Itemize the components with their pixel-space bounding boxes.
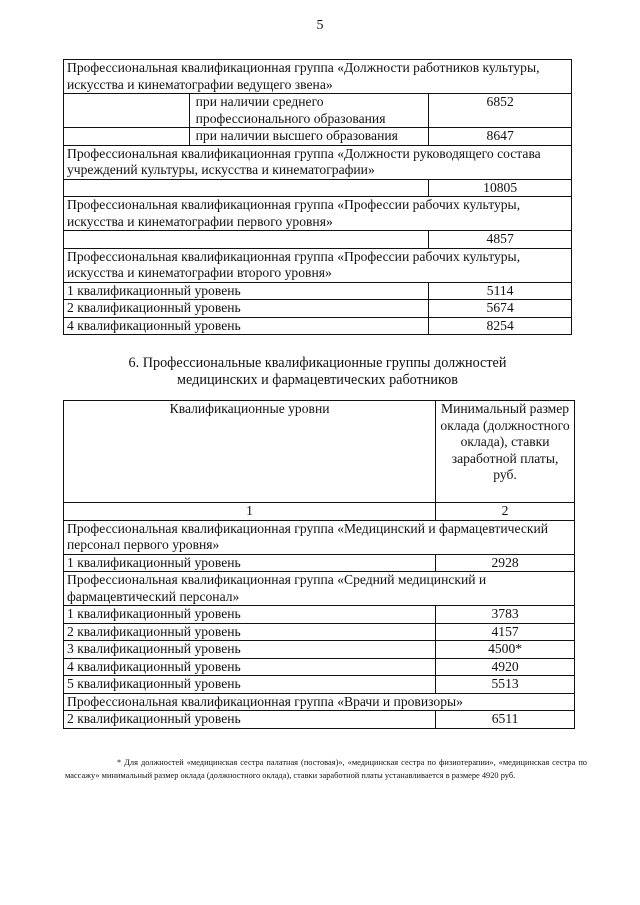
table-row [64, 711, 575, 729]
row-label: 2 квалификационный уровень [64, 711, 436, 729]
row-value: 6511 [436, 711, 575, 729]
row-value: 4157 [436, 623, 575, 641]
row-value: 10805 [429, 179, 572, 197]
table-row [64, 520, 575, 554]
table-row [64, 676, 575, 694]
row-value: 3783 [436, 606, 575, 624]
table-row [64, 179, 572, 197]
table-row [64, 572, 575, 606]
empty-cell [64, 231, 429, 249]
row-label: 3 квалификационный уровень [64, 641, 436, 659]
row-label: 5 квалификационный уровень [64, 676, 436, 694]
table-row [64, 317, 572, 335]
table-row [64, 197, 572, 231]
column-number: 2 [436, 503, 575, 521]
section-title-line2: медицинских и фармацевтических работников [177, 372, 458, 388]
row-value: 4920 [436, 658, 575, 676]
group-title: Профессиональная квалификационная группа «Должности руководящего состава учреждений культуры, искусства и кинематографии» [64, 145, 572, 179]
row-value: 4500* [436, 641, 575, 659]
table-row [64, 94, 572, 128]
group-title: Профессиональная квалификационная группа «Должности работников культуры, искусства и кинематографии ведущего звена» [64, 60, 572, 94]
column-header-salary: Минимальный размер оклада (должностного оклада), ставки заработной платы, руб. [436, 401, 575, 503]
row-label: 4 квалификационный уровень [64, 317, 429, 335]
section-title [63, 355, 572, 389]
table-row [64, 128, 572, 146]
table-row [64, 641, 575, 659]
row-label: при наличии высшего образования [189, 128, 429, 146]
empty-cell [64, 179, 429, 197]
table-row [64, 300, 572, 318]
group-title: Профессиональная квалификационная группа «Врачи и провизоры» [64, 693, 575, 711]
group-title: Профессиональная квалификационная группа «Средний медицинский и фармацевтический персонал» [64, 572, 575, 606]
table-row [64, 623, 575, 641]
group-title: Профессиональная квалификационная группа «Профессии рабочих культуры, искусства и кинематографии первого уровня» [64, 197, 572, 231]
row-label: 2 квалификационный уровень [64, 300, 429, 318]
row-label: 4 квалификационный уровень [64, 658, 436, 676]
section-title-line1: 6. Профессиональные квалификационные группы должностей [128, 355, 507, 371]
row-label: 1 квалификационный уровень [64, 282, 429, 300]
header-row [64, 401, 575, 503]
table-row [64, 145, 572, 179]
row-value: 2928 [436, 554, 575, 572]
group-title: Профессиональная квалификационная группа «Медицинский и фармацевтический персонал первого уровня» [64, 520, 575, 554]
empty-cell [64, 94, 190, 128]
column-number: 1 [64, 503, 436, 521]
row-label: при наличии среднего профессионального образования [189, 94, 429, 128]
table-row [64, 231, 572, 249]
table-row [64, 248, 572, 282]
row-value: 6852 [429, 94, 572, 128]
row-value: 8254 [429, 317, 572, 335]
row-label: 2 квалификационный уровень [64, 623, 436, 641]
table-row [64, 282, 572, 300]
column-number-row [64, 503, 575, 521]
medical-salary-table [63, 400, 575, 729]
empty-cell [64, 128, 190, 146]
table-row [64, 554, 575, 572]
footnote [65, 757, 587, 782]
row-value: 8647 [429, 128, 572, 146]
group-title: Профессиональная квалификационная группа «Профессии рабочих культуры, искусства и кинематографии второго уровня» [64, 248, 572, 282]
culture-salary-table [63, 59, 572, 335]
row-value: 5674 [429, 300, 572, 318]
table-row [64, 60, 572, 94]
footnote-text: * Для должностей «медицинская сестра палатная (постовая)», «медицинская сестра по физиотерапии», «медицинская сестра по массажу» минимальный размер оклада (должностного оклада), ставки заработной платы устанавливается в размере 4920 руб. [65, 758, 587, 780]
row-label: 1 квалификационный уровень [64, 554, 436, 572]
page-number: 5 [316, 18, 324, 33]
row-value: 5513 [436, 676, 575, 694]
row-label: 1 квалификационный уровень [64, 606, 436, 624]
row-value: 4857 [429, 231, 572, 249]
table-row [64, 693, 575, 711]
table-row [64, 606, 575, 624]
row-value: 5114 [429, 282, 572, 300]
table-row [64, 658, 575, 676]
column-header-levels: Квалификационные уровни [64, 401, 436, 503]
